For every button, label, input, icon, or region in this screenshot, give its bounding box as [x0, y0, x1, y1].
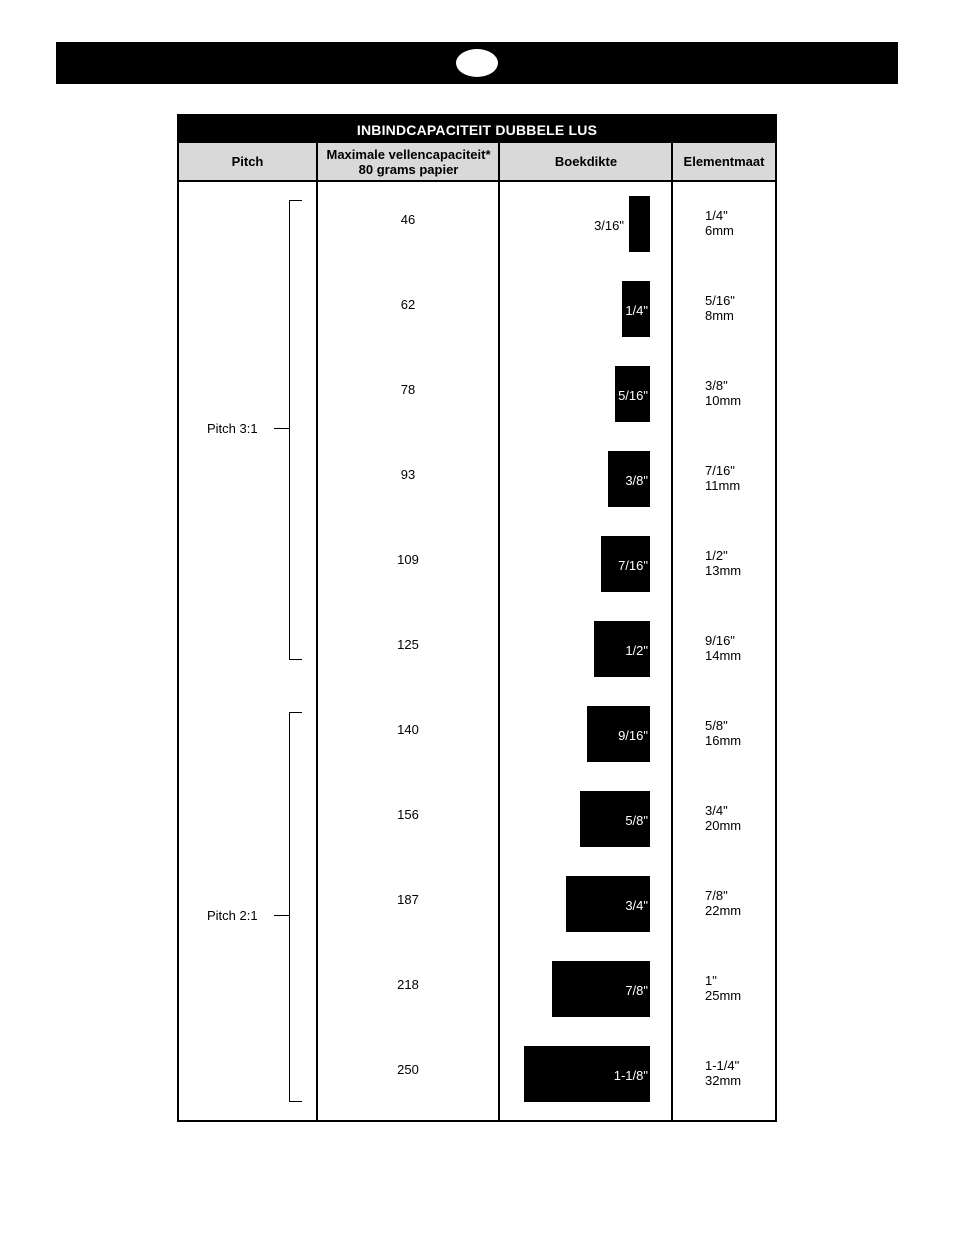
thickness-label: 1/4": [625, 303, 648, 318]
element-size-mm: 32mm: [705, 1073, 742, 1088]
thickness-label: 7/16": [618, 558, 648, 573]
capacity-value: 125: [397, 637, 419, 652]
thickness-label: 3/4": [625, 898, 648, 913]
capacity-value: 78: [400, 382, 416, 397]
element-size-mm: 22mm: [705, 903, 742, 918]
element-size-inch: 3/4": [705, 803, 728, 818]
element-size-mm: 11mm: [705, 478, 741, 493]
header-capacity: [318, 143, 499, 180]
bracket-tick: [274, 915, 289, 916]
header-pitch: Pitch: [231, 154, 264, 169]
element-size-mm: 20mm: [705, 818, 742, 833]
binding-capacity-table: [177, 114, 777, 1122]
element-size: [705, 803, 741, 833]
capacity-value: 218: [397, 977, 419, 992]
pitch-bracket: [289, 200, 302, 660]
table-row: [179, 947, 775, 1032]
element-size-mm: 6mm: [705, 223, 734, 238]
element-size-inch: 5/8": [705, 718, 728, 733]
element-size: [705, 548, 741, 578]
thickness-label: 5/8": [625, 813, 648, 828]
element-size: [705, 973, 741, 1003]
pitch-label: Pitch 3:1: [207, 421, 258, 436]
table-title: INBINDCAPACITEIT DUBBELE LUS: [179, 116, 775, 143]
element-size-mm: 13mm: [705, 563, 742, 578]
element-size-mm: 16mm: [705, 733, 742, 748]
element-size: [705, 888, 741, 918]
thickness-bar: [629, 196, 650, 252]
element-size-inch: 1/4": [705, 208, 728, 223]
capacity-value: 140: [397, 722, 419, 737]
element-size-inch: 3/8": [705, 378, 728, 393]
table-row: [179, 182, 775, 267]
element-size-inch: 1": [705, 973, 717, 988]
header-capacity-line2: 80 grams papier: [358, 161, 459, 177]
element-size-inch: 1-1/4": [705, 1058, 740, 1073]
header-thickness: Boekdikte: [554, 154, 618, 169]
thickness-label: 9/16": [618, 728, 648, 743]
table-row: [179, 777, 775, 862]
capacity-value: 187: [397, 892, 419, 907]
element-size-inch: 1/2": [705, 548, 728, 563]
pitch-bracket: [289, 712, 302, 1102]
element-size: [705, 718, 741, 748]
capacity-value: 156: [397, 807, 419, 822]
element-size: [705, 1058, 741, 1088]
page-number-oval: [456, 49, 498, 77]
table-row: [179, 352, 775, 437]
capacity-value: 62: [400, 297, 416, 312]
thickness-label: 3/16": [594, 218, 624, 233]
element-size-inch: 5/16": [705, 293, 735, 308]
element-size-mm: 10mm: [705, 393, 742, 408]
table-row: [179, 607, 775, 692]
element-size-inch: 7/8": [705, 888, 728, 903]
element-size: [705, 633, 741, 663]
element-size-mm: 8mm: [705, 308, 734, 323]
element-size: [705, 293, 735, 323]
capacity-value: 93: [400, 467, 416, 482]
thickness-label: 3/8": [625, 473, 648, 488]
table-row: [179, 862, 775, 947]
table-header-row: [179, 143, 775, 182]
capacity-value: 250: [397, 1062, 419, 1077]
table-row: [179, 522, 775, 607]
capacity-value: 46: [400, 212, 416, 227]
element-size: [705, 378, 741, 408]
capacity-value: 109: [397, 552, 419, 567]
table-row: [179, 267, 775, 352]
header-capacity-line1: Maximale vellencapaciteit*: [326, 146, 491, 162]
element-size-mm: 25mm: [705, 988, 742, 1003]
table-row: [179, 437, 775, 522]
element-size: [705, 208, 734, 238]
thickness-label: 7/8": [625, 983, 648, 998]
pitch-label: Pitch 2:1: [207, 908, 258, 923]
header-element: Elementmaat: [683, 154, 765, 169]
thickness-label: 5/16": [618, 388, 648, 403]
thickness-label: 1-1/8": [613, 1068, 648, 1083]
element-size-mm: 14mm: [705, 648, 742, 663]
element-size-inch: 7/16": [705, 463, 735, 478]
thickness-label: 1/2": [625, 643, 648, 658]
table-row: [179, 692, 775, 777]
element-size: [705, 463, 740, 493]
element-size-inch: 9/16": [705, 633, 735, 648]
bracket-tick: [274, 428, 289, 429]
table-row: [179, 1032, 775, 1117]
